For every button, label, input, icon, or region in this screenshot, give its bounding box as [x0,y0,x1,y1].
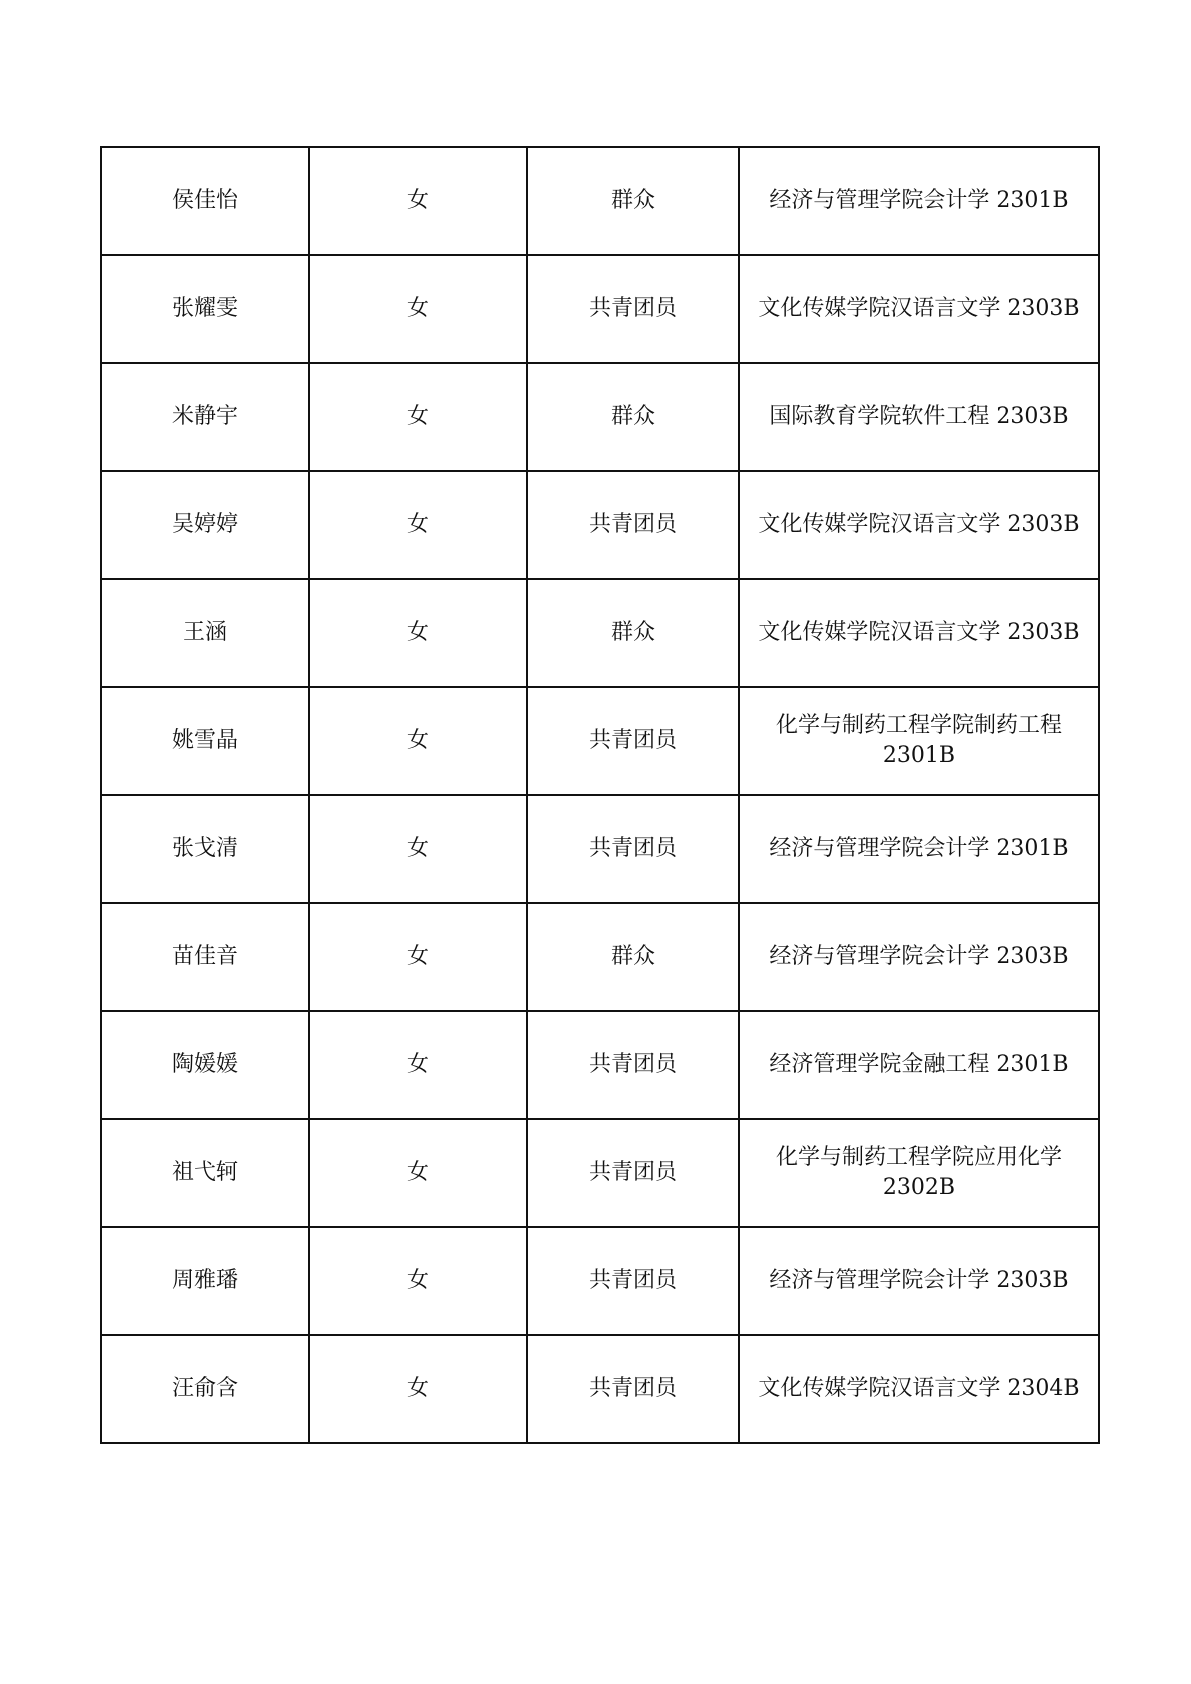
political-status-cell: 群众 [527,363,739,471]
table-row [101,687,1099,795]
table-row [101,795,1099,903]
political-status-cell: 共青团员 [527,1119,739,1227]
political-status-cell: 共青团员 [527,795,739,903]
student-name-cell: 陶媛媛 [101,1011,309,1119]
gender-cell: 女 [309,687,527,795]
table-row [101,1227,1099,1335]
class-cell: 经济与管理学院会计学 2303B [739,1227,1099,1335]
table-row [101,255,1099,363]
student-name-cell: 王涵 [101,579,309,687]
table-row [101,579,1099,687]
political-status-cell: 群众 [527,903,739,1011]
table-row [101,1011,1099,1119]
gender-cell: 女 [309,579,527,687]
political-status-cell: 共青团员 [527,1011,739,1119]
student-name-cell: 祖弋轲 [101,1119,309,1227]
student-name-cell: 周雅璠 [101,1227,309,1335]
gender-cell: 女 [309,795,527,903]
gender-cell: 女 [309,1335,527,1443]
class-cell: 化学与制药工程学院制药工程 2301B [739,687,1099,795]
table-row [101,363,1099,471]
gender-cell: 女 [309,1119,527,1227]
class-cell: 经济与管理学院会计学 2301B [739,795,1099,903]
class-cell: 文化传媒学院汉语言文学 2304B [739,1335,1099,1443]
class-cell: 文化传媒学院汉语言文学 2303B [739,579,1099,687]
class-cell: 经济与管理学院会计学 2303B [739,903,1099,1011]
political-status-cell: 共青团员 [527,1335,739,1443]
table-row [101,1335,1099,1443]
political-status-cell: 共青团员 [527,1227,739,1335]
gender-cell: 女 [309,147,527,255]
class-cell: 化学与制药工程学院应用化学 2302B [739,1119,1099,1227]
gender-cell: 女 [309,255,527,363]
student-name-cell: 苗佳音 [101,903,309,1011]
political-status-cell: 共青团员 [527,687,739,795]
student-name-cell: 张戈清 [101,795,309,903]
student-name-cell: 侯佳怡 [101,147,309,255]
class-cell: 文化传媒学院汉语言文学 2303B [739,255,1099,363]
roster-table-body [101,147,1099,1443]
class-cell: 文化传媒学院汉语言文学 2303B [739,471,1099,579]
student-name-cell: 姚雪晶 [101,687,309,795]
student-name-cell: 张耀雯 [101,255,309,363]
gender-cell: 女 [309,363,527,471]
class-cell: 经济管理学院金融工程 2301B [739,1011,1099,1119]
student-roster-table [100,146,1100,1444]
student-name-cell: 汪俞含 [101,1335,309,1443]
table-row [101,471,1099,579]
political-status-cell: 共青团员 [527,471,739,579]
gender-cell: 女 [309,471,527,579]
student-name-cell: 米静宇 [101,363,309,471]
table-row [101,147,1099,255]
gender-cell: 女 [309,1011,527,1119]
student-name-cell: 吴婷婷 [101,471,309,579]
political-status-cell: 群众 [527,147,739,255]
gender-cell: 女 [309,1227,527,1335]
class-cell: 经济与管理学院会计学 2301B [739,147,1099,255]
class-cell: 国际教育学院软件工程 2303B [739,363,1099,471]
table-row [101,903,1099,1011]
political-status-cell: 群众 [527,579,739,687]
table-row [101,1119,1099,1227]
gender-cell: 女 [309,903,527,1011]
political-status-cell: 共青团员 [527,255,739,363]
